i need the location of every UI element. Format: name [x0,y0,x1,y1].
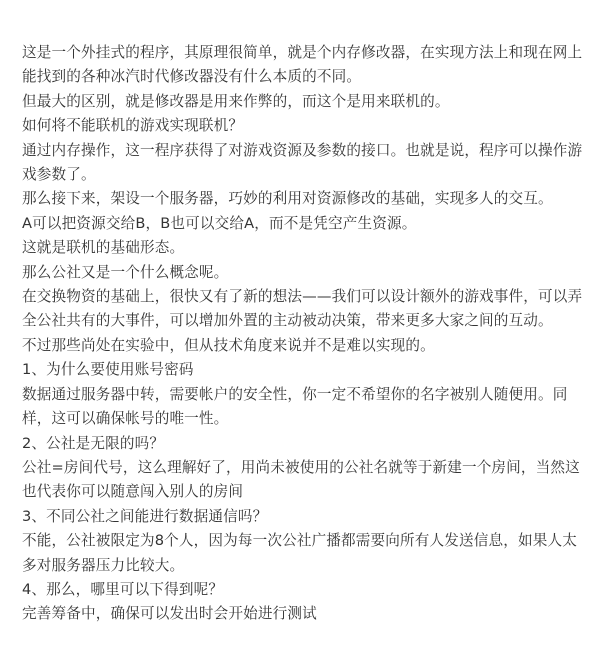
faq-answer-2: 公社=房间代号，这么理解好了，用尚未被使用的公社名就等于新建一个房间，当然这也代表你可以随意闯入别人的房间 [22,458,580,501]
paragraph-new-ideas: 在交换物资的基础上，很快又有了新的想法——我们可以设计额外的游戏事件，可以弄全公社共有的大事件，可以增加外置的主动被动决策，带来更多大家之间的互动。 [22,288,583,330]
paragraph-server: 那么接下来，架设一个服务器，巧妙的利用对资源修改的基础，实现多人的交互。 [22,190,553,208]
paragraph-commune-concept: 那么公社又是一个什么概念呢。 [22,263,229,281]
faq-question-3: 3、不同公社之间能进行数据通信吗？ [22,507,268,525]
paragraph-basic-form: 这就是联机的基础形态。 [22,239,185,257]
paragraph-memory-operation: 通过内存操作，这一程序获得了对游戏资源及参数的接口。也就是说，程序可以操作游戏参数了。 [22,141,583,184]
paragraph-question-how: 如何将不能联机的游戏实现联机？ [22,117,244,135]
paragraph-resource-exchange: A可以把资源交给B，B也可以交给A，而不是凭空产生资源。 [22,214,417,232]
faq-question-2: 2、公社是无限的吗？ [22,434,165,452]
faq-question-1: 1、为什么要使用账号密码 [22,361,194,379]
paragraph-difference: 但最大的区别，就是修改器是用来作弊的，而这个是用来联机的。 [22,92,450,110]
paragraph-experimental: 不过那些尚处在实验中，但从技术角度来说并不是难以实现的。 [22,336,435,354]
paragraph-intro: 这是一个外挂式的程序，其原理很简单，就是个内存修改器，在实现方法上和现在网上能找到的各种冰汽时代修改器没有什么本质的不同。 [22,44,583,86]
faq-answer-4: 完善筹备中，确保可以发出时会开始进行测试 [22,605,317,623]
faq-question-4: 4、那么，哪里可以下得到呢？ [22,580,224,598]
faq-answer-1: 数据通过服务器中转，需要帐户的安全性，你一定不希望你的名字被别人随便用。同样，这可以确保帐号的唯一性。 [22,385,568,428]
faq-answer-3: 不能，公社被限定为8个人，因为每一次公社广播都需要向所有人发送信息，如果人太多对服务器压力比较大。 [22,532,577,574]
